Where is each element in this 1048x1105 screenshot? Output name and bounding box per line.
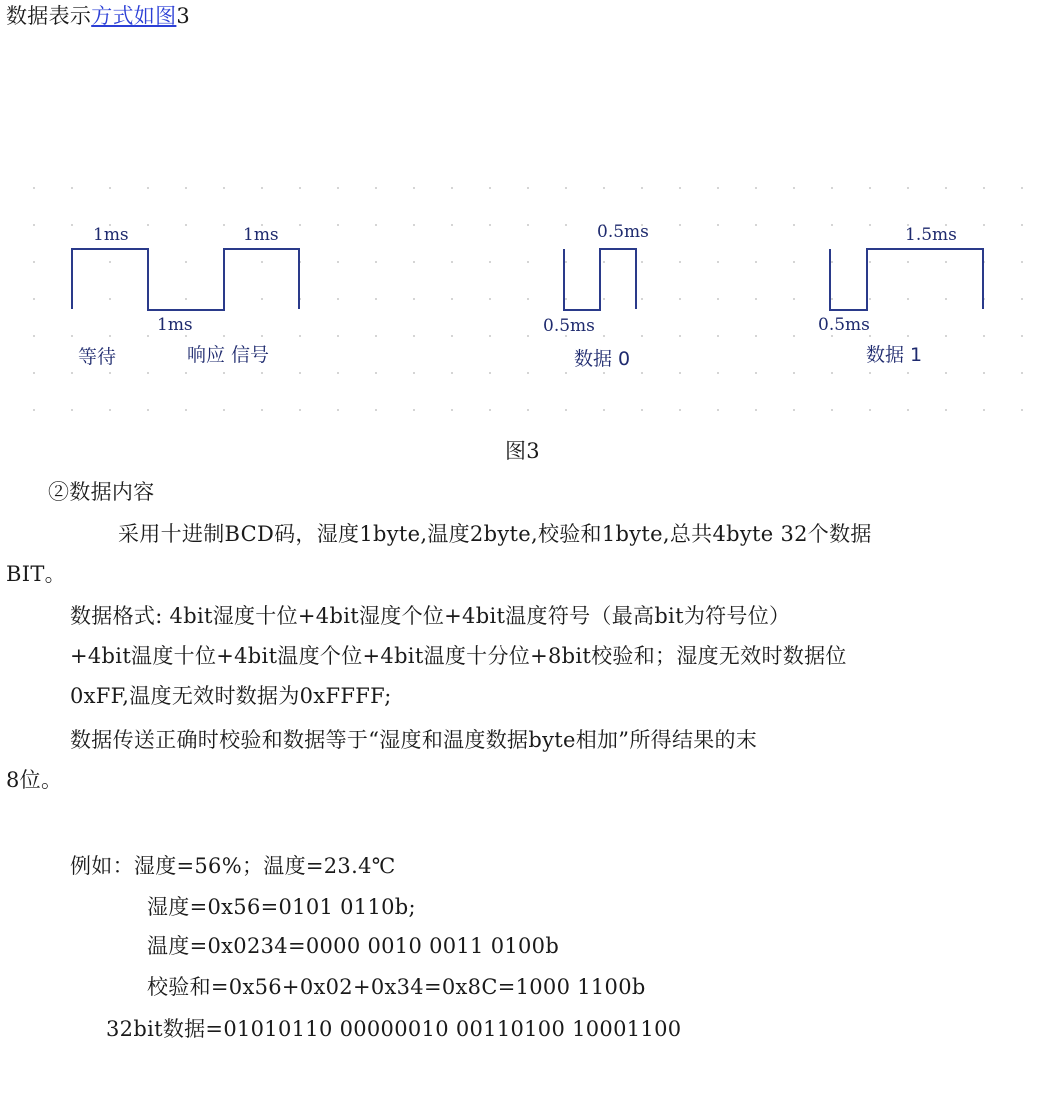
grid-dot: [869, 409, 871, 411]
grid-dot: [755, 298, 757, 300]
grid-dot: [945, 261, 947, 263]
grid-dot: [261, 298, 263, 300]
grid-dot: [33, 409, 35, 411]
grid-dot: [565, 261, 567, 263]
grid-dot: [375, 409, 377, 411]
grid-dot: [717, 372, 719, 374]
data0-high-duration-label: 0.5ms: [597, 222, 649, 242]
grid-dot: [679, 409, 681, 411]
grid-dot: [71, 409, 73, 411]
grid-dot: [1021, 409, 1023, 411]
timing-diagram: [0, 170, 1048, 430]
format-line1: 数据格式: 4bit湿度十位+4bit湿度个位+4bit温度符号（最高bit为符号位）: [70, 604, 791, 628]
grid-dot: [755, 187, 757, 189]
grid-dot: [641, 298, 643, 300]
grid-dot: [375, 372, 377, 374]
grid-dot: [793, 335, 795, 337]
grid-dot: [755, 409, 757, 411]
grid-dot: [375, 224, 377, 226]
data1-waveform: [830, 249, 983, 310]
grid-dot: [1021, 261, 1023, 263]
grid-dot: [831, 409, 833, 411]
grid-dot: [413, 187, 415, 189]
grid-dot: [337, 335, 339, 337]
data1-high-duration-label: 1.5ms: [905, 225, 957, 245]
grid-dot: [185, 261, 187, 263]
data0-waveform: [564, 249, 636, 310]
grid-dot: [679, 187, 681, 189]
grid-dot: [527, 372, 529, 374]
grid-dot: [793, 261, 795, 263]
grid-dot: [413, 224, 415, 226]
grid-dot: [1021, 335, 1023, 337]
grid-dot: [717, 298, 719, 300]
grid-dot: [945, 372, 947, 374]
grid-dot: [907, 372, 909, 374]
grid-dot: [109, 298, 111, 300]
grid-dot: [603, 372, 605, 374]
grid-dot: [717, 261, 719, 263]
grid-dot: [413, 261, 415, 263]
grid-dot: [755, 224, 757, 226]
encoding-paragraph-line2: BIT。: [6, 562, 66, 586]
grid-dot: [527, 335, 529, 337]
grid-dot: [223, 372, 225, 374]
grid-dot: [489, 298, 491, 300]
grid-dot: [907, 335, 909, 337]
grid-dot: [603, 187, 605, 189]
grid-dot: [33, 335, 35, 337]
grid-dot: [185, 409, 187, 411]
grid-dot: [641, 372, 643, 374]
grid-dot: [337, 187, 339, 189]
checksum-rule-line1: 数据传送正确时校验和数据等于“湿度和温度数据byte相加”所得结果的末: [70, 728, 758, 752]
grid-dot: [489, 409, 491, 411]
grid-dot: [945, 335, 947, 337]
grid-dot: [603, 298, 605, 300]
grid-dot: [565, 298, 567, 300]
grid-dot: [299, 224, 301, 226]
grid-dot: [869, 261, 871, 263]
grid-dot: [489, 224, 491, 226]
grid-dot: [869, 224, 871, 226]
grid-dot: [679, 335, 681, 337]
grid-dot: [527, 409, 529, 411]
grid-dot: [869, 298, 871, 300]
grid-dot: [945, 409, 947, 411]
grid-dot: [641, 261, 643, 263]
grid-dot: [565, 372, 567, 374]
wait-label: 等待: [78, 346, 117, 368]
grid-dot: [755, 335, 757, 337]
example-temperature: 温度=0x0234=0000 0010 0011 0100b: [147, 934, 560, 958]
figure-link[interactable]: 方式如图: [91, 4, 177, 28]
grid-dot: [451, 298, 453, 300]
grid-dot: [717, 409, 719, 411]
grid-dot: [679, 261, 681, 263]
grid-dot: [451, 409, 453, 411]
grid-dot: [223, 187, 225, 189]
grid-dot: [33, 224, 35, 226]
grid-dot: [185, 372, 187, 374]
grid-dot: [945, 298, 947, 300]
grid-dot: [489, 261, 491, 263]
grid-dot: [109, 187, 111, 189]
response-high-duration-label: 1ms: [243, 225, 279, 245]
data0-label: 数据 0: [574, 348, 631, 370]
grid-dot: [299, 409, 301, 411]
grid-dot: [109, 335, 111, 337]
grid-dot: [565, 224, 567, 226]
grid-dot: [983, 224, 985, 226]
grid-dot: [565, 409, 567, 411]
grid-dot: [261, 261, 263, 263]
wait-response-waveform: [72, 249, 299, 310]
grid-dot: [261, 409, 263, 411]
grid-dot: [793, 409, 795, 411]
grid-dot: [603, 335, 605, 337]
grid-dot: [983, 409, 985, 411]
format-line3: 0xFF,温度无效时数据为0xFFFF;: [70, 684, 392, 708]
response-signal-label: 响应 信号: [187, 344, 270, 366]
grid-dot: [907, 187, 909, 189]
grid-dot: [907, 409, 909, 411]
grid-dot: [527, 187, 529, 189]
grid-dot: [489, 372, 491, 374]
intro-line: [6, 2, 190, 30]
grid-dot: [527, 224, 529, 226]
checksum-rule-line2: 8位。: [6, 768, 63, 792]
grid-dot: [185, 187, 187, 189]
grid-dot: [603, 261, 605, 263]
grid-dot: [299, 335, 301, 337]
grid-dot: [33, 372, 35, 374]
grid-dot: [679, 298, 681, 300]
grid-dot: [907, 298, 909, 300]
wait-duration-label: 1ms: [93, 225, 129, 245]
grid-dot: [337, 261, 339, 263]
grid-dot: [147, 224, 149, 226]
grid-dot: [413, 335, 415, 337]
grid-dot: [451, 261, 453, 263]
grid-dot: [337, 372, 339, 374]
grid-dot: [451, 187, 453, 189]
grid-dot: [641, 409, 643, 411]
grid-dot: [261, 335, 263, 337]
grid-dot: [223, 335, 225, 337]
grid-dot: [147, 372, 149, 374]
grid-dot: [1021, 372, 1023, 374]
example-32bit-data: 32bit数据=01010110 00000010 00110100 10001100: [106, 1017, 682, 1041]
format-line2: +4bit温度十位+4bit温度个位+4bit温度十分位+8bit校验和；湿度无效时数据位: [70, 644, 847, 668]
grid-dot: [33, 261, 35, 263]
grid-dot: [223, 409, 225, 411]
grid-dot: [831, 372, 833, 374]
data1-label: 数据 1: [866, 344, 923, 366]
grid-dot: [641, 335, 643, 337]
intro-figure-number: 3: [176, 4, 191, 28]
grid-dot: [1021, 187, 1023, 189]
grid-dot: [337, 298, 339, 300]
grid-dot: [755, 261, 757, 263]
grid-dot: [451, 335, 453, 337]
grid-dot: [109, 409, 111, 411]
grid-dot: [831, 187, 833, 189]
response-low-duration-label: 1ms: [157, 315, 193, 335]
grid-dot: [71, 224, 73, 226]
grid-dot: [945, 187, 947, 189]
grid-dot: [375, 261, 377, 263]
grid-dot: [185, 298, 187, 300]
grid-dot: [375, 187, 377, 189]
grid-dot: [793, 224, 795, 226]
grid-dot: [299, 372, 301, 374]
grid-dot: [717, 187, 719, 189]
section-heading: ②数据内容: [48, 480, 155, 504]
grid-dot: [717, 224, 719, 226]
data0-low-duration-label: 0.5ms: [543, 316, 595, 336]
grid-dot: [527, 261, 529, 263]
grid-dot: [1021, 224, 1023, 226]
grid-dot: [641, 187, 643, 189]
grid-dot: [489, 335, 491, 337]
grid-dot: [869, 335, 871, 337]
grid-dot: [413, 409, 415, 411]
grid-dot: [983, 187, 985, 189]
grid-dot: [489, 187, 491, 189]
grid-dot: [907, 261, 909, 263]
grid-dot: [793, 187, 795, 189]
grid-dot: [71, 187, 73, 189]
encoding-paragraph-line1: 采用十进制BCD码，湿度1byte,温度2byte,校验和1byte,总共4byte 32个数据: [118, 522, 872, 546]
grid-dot: [983, 372, 985, 374]
intro-text: 数据表示: [6, 4, 92, 28]
grid-dot: [679, 372, 681, 374]
grid-dot: [831, 298, 833, 300]
grid-dot: [147, 335, 149, 337]
grid-dot: [1021, 298, 1023, 300]
grid-dot: [527, 298, 529, 300]
grid-dot: [71, 372, 73, 374]
grid-dot: [831, 335, 833, 337]
grid-dot: [603, 409, 605, 411]
grid-dot: [185, 224, 187, 226]
grid-dot: [983, 335, 985, 337]
grid-dot: [869, 187, 871, 189]
grid-dot: [717, 335, 719, 337]
grid-dot: [337, 224, 339, 226]
grid-dot: [451, 372, 453, 374]
grid-dot: [565, 187, 567, 189]
grid-dot: [375, 298, 377, 300]
grid-dot: [793, 372, 795, 374]
grid-dot: [299, 187, 301, 189]
example-humidity: 湿度=0x56=0101 0110b;: [147, 895, 416, 919]
grid-dot: [755, 372, 757, 374]
grid-dot: [71, 335, 73, 337]
grid-dot: [679, 224, 681, 226]
grid-dot: [33, 298, 35, 300]
grid-dot: [185, 335, 187, 337]
grid-dot: [261, 187, 263, 189]
grid-dot: [831, 224, 833, 226]
figure-caption: 图3: [505, 439, 540, 463]
grid-dot: [147, 409, 149, 411]
example-intro: 例如：湿度=56%；温度=23.4℃: [70, 854, 396, 878]
grid-dot: [413, 372, 415, 374]
dot-grid: [33, 187, 1023, 411]
grid-dot: [223, 224, 225, 226]
data1-low-duration-label: 0.5ms: [818, 315, 870, 335]
grid-dot: [793, 298, 795, 300]
grid-dot: [451, 224, 453, 226]
grid-dot: [109, 372, 111, 374]
grid-dot: [831, 261, 833, 263]
grid-dot: [33, 187, 35, 189]
grid-dot: [869, 372, 871, 374]
grid-dot: [337, 409, 339, 411]
grid-dot: [375, 335, 377, 337]
grid-dot: [261, 372, 263, 374]
grid-dot: [147, 187, 149, 189]
grid-dot: [109, 261, 111, 263]
grid-dot: [413, 298, 415, 300]
example-checksum: 校验和=0x56+0x02+0x34=0x8C=1000 1100b: [147, 975, 646, 999]
